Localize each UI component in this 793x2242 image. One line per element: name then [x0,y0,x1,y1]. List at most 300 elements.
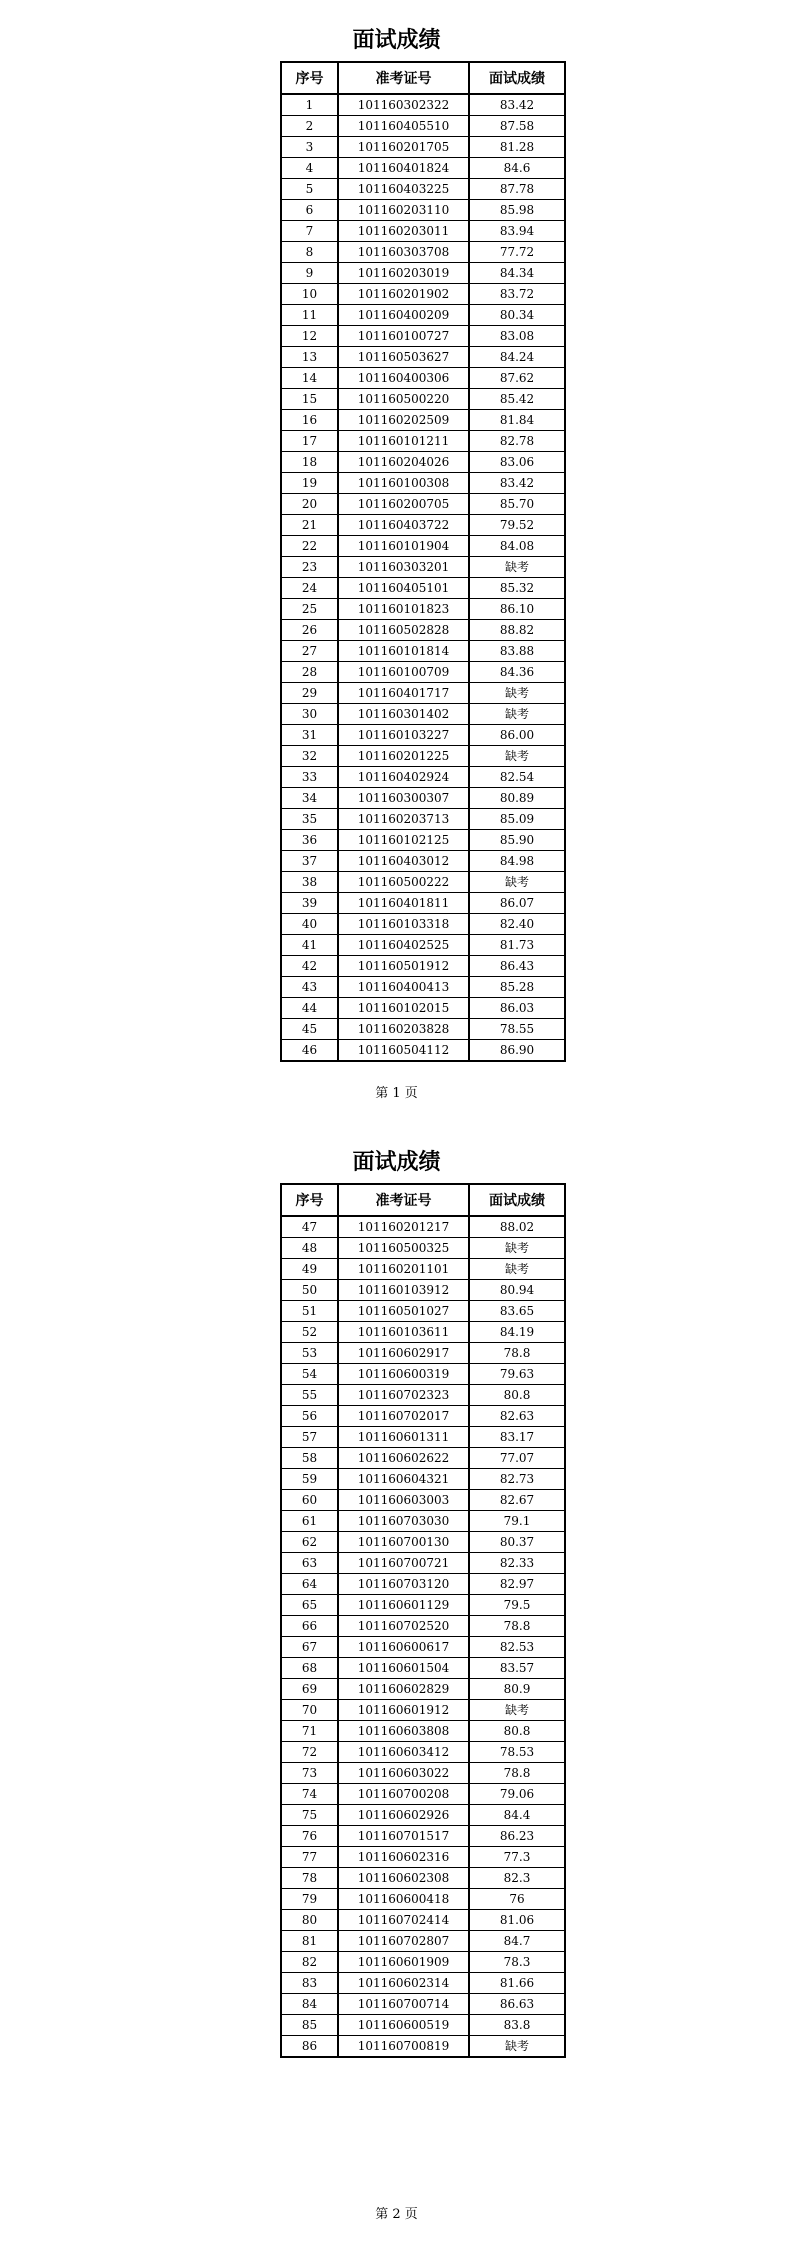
row-index: 48 [281,1238,338,1259]
row-interview-score: 缺考 [469,2036,565,2058]
table-row [281,263,565,284]
row-interview-score: 85.70 [469,494,565,515]
row-index: 45 [281,1019,338,1040]
row-exam-number: 101160203110 [338,200,469,221]
table-row [281,1826,565,1847]
row-index: 7 [281,221,338,242]
row-exam-number: 101160400413 [338,977,469,998]
row-interview-score: 86.43 [469,956,565,977]
table-row [281,1721,565,1742]
row-exam-number: 101160303708 [338,242,469,263]
row-interview-score: 87.58 [469,116,565,137]
row-index: 82 [281,1952,338,1973]
row-exam-number: 101160405101 [338,578,469,599]
row-interview-score: 78.8 [469,1616,565,1637]
row-interview-score: 84.19 [469,1322,565,1343]
row-interview-score: 缺考 [469,1259,565,1280]
row-interview-score: 83.65 [469,1301,565,1322]
row-interview-score: 85.42 [469,389,565,410]
table-row [281,94,565,116]
row-index: 62 [281,1532,338,1553]
row-exam-number: 101160100308 [338,473,469,494]
table-row [281,1427,565,1448]
row-exam-number: 101160500220 [338,389,469,410]
table-row [281,1259,565,1280]
row-interview-score: 81.66 [469,1973,565,1994]
table-row [281,221,565,242]
page-2-footer: 第 2 页 [375,2207,418,2222]
row-exam-number: 101160501027 [338,1301,469,1322]
row-exam-number: 101160600617 [338,1637,469,1658]
row-exam-number: 101160503627 [338,347,469,368]
row-interview-score: 82.63 [469,1406,565,1427]
table-row [281,1805,565,1826]
row-interview-score: 82.53 [469,1637,565,1658]
row-interview-score: 80.94 [469,1280,565,1301]
row-index: 86 [281,2036,338,2058]
row-exam-number: 101160300307 [338,788,469,809]
row-index: 72 [281,1742,338,1763]
row-interview-score: 83.72 [469,284,565,305]
row-interview-score: 84.36 [469,662,565,683]
row-interview-score: 80.34 [469,305,565,326]
table-row [281,368,565,389]
table-row [281,599,565,620]
row-index: 17 [281,431,338,452]
row-interview-score: 84.98 [469,851,565,872]
page-2-score-table [280,1183,566,2058]
row-exam-number: 101160702807 [338,1931,469,1952]
row-interview-score: 77.72 [469,242,565,263]
table-row [281,1406,565,1427]
table-header-row [281,1184,565,1216]
table-row [281,158,565,179]
row-index: 50 [281,1280,338,1301]
row-exam-number: 101160700819 [338,2036,469,2058]
row-exam-number: 101160501912 [338,956,469,977]
row-index: 18 [281,452,338,473]
row-exam-number: 101160500325 [338,1238,469,1259]
table-row [281,1511,565,1532]
row-exam-number: 101160301402 [338,704,469,725]
row-interview-score: 86.03 [469,998,565,1019]
table-row [281,1595,565,1616]
row-interview-score: 82.40 [469,914,565,935]
row-interview-score: 87.78 [469,179,565,200]
row-interview-score: 86.23 [469,1826,565,1847]
row-exam-number: 101160703120 [338,1574,469,1595]
row-index: 74 [281,1784,338,1805]
row-index: 20 [281,494,338,515]
header-index: 序号 [281,1184,338,1216]
row-exam-number: 101160601504 [338,1658,469,1679]
row-interview-score: 84.6 [469,158,565,179]
table-row [281,1532,565,1553]
row-index: 33 [281,767,338,788]
row-interview-score: 86.00 [469,725,565,746]
row-index: 68 [281,1658,338,1679]
table-row [281,1019,565,1040]
table-row [281,830,565,851]
row-index: 43 [281,977,338,998]
row-index: 57 [281,1427,338,1448]
row-interview-score: 缺考 [469,683,565,704]
table-row [281,2036,565,2058]
row-interview-score: 87.62 [469,368,565,389]
row-exam-number: 101160702414 [338,1910,469,1931]
row-interview-score: 86.10 [469,599,565,620]
table-row [281,116,565,137]
header-exam-number: 准考证号 [338,62,469,94]
row-exam-number: 101160603003 [338,1490,469,1511]
row-index: 15 [281,389,338,410]
table-row [281,1301,565,1322]
row-exam-number: 101160401717 [338,683,469,704]
row-interview-score: 80.9 [469,1679,565,1700]
row-index: 70 [281,1700,338,1721]
row-interview-score: 83.17 [469,1427,565,1448]
row-index: 44 [281,998,338,1019]
table-row [281,494,565,515]
row-exam-number: 101160403012 [338,851,469,872]
row-exam-number: 101160700208 [338,1784,469,1805]
row-exam-number: 101160200705 [338,494,469,515]
row-exam-number: 101160703030 [338,1511,469,1532]
table-row [281,473,565,494]
row-exam-number: 101160203011 [338,221,469,242]
row-exam-number: 101160701517 [338,1826,469,1847]
table-row [281,389,565,410]
row-index: 31 [281,725,338,746]
row-index: 35 [281,809,338,830]
row-interview-score: 80.89 [469,788,565,809]
row-interview-score: 81.06 [469,1910,565,1931]
row-interview-score: 88.82 [469,620,565,641]
row-exam-number: 101160702017 [338,1406,469,1427]
row-index: 11 [281,305,338,326]
row-index: 4 [281,158,338,179]
row-exam-number: 101160600519 [338,2015,469,2036]
row-index: 34 [281,788,338,809]
row-interview-score: 82.78 [469,431,565,452]
row-index: 2 [281,116,338,137]
row-exam-number: 101160203828 [338,1019,469,1040]
row-exam-number: 101160101904 [338,536,469,557]
row-index: 83 [281,1973,338,1994]
row-exam-number: 101160702520 [338,1616,469,1637]
row-index: 22 [281,536,338,557]
table-row [281,1448,565,1469]
row-index: 19 [281,473,338,494]
row-interview-score: 83.88 [469,641,565,662]
row-exam-number: 101160401824 [338,158,469,179]
row-index: 81 [281,1931,338,1952]
table-row [281,1889,565,1910]
row-index: 12 [281,326,338,347]
row-index: 27 [281,641,338,662]
row-interview-score: 78.8 [469,1343,565,1364]
row-exam-number: 101160604321 [338,1469,469,1490]
row-exam-number: 101160600319 [338,1364,469,1385]
table-row [281,956,565,977]
row-exam-number: 101160103227 [338,725,469,746]
row-exam-number: 101160201101 [338,1259,469,1280]
row-index: 52 [281,1322,338,1343]
table-row [281,620,565,641]
row-index: 65 [281,1595,338,1616]
header-index: 序号 [281,62,338,94]
row-interview-score: 83.08 [469,326,565,347]
row-index: 6 [281,200,338,221]
row-exam-number: 101160201902 [338,284,469,305]
header-interview-score: 面试成绩 [469,62,565,94]
row-exam-number: 101160101823 [338,599,469,620]
row-index: 42 [281,956,338,977]
row-interview-score: 84.4 [469,1805,565,1826]
row-index: 41 [281,935,338,956]
row-exam-number: 101160103912 [338,1280,469,1301]
row-index: 51 [281,1301,338,1322]
row-interview-score: 78.55 [469,1019,565,1040]
row-exam-number: 101160202509 [338,410,469,431]
row-index: 71 [281,1721,338,1742]
row-index: 55 [281,1385,338,1406]
row-exam-number: 101160201217 [338,1216,469,1238]
row-index: 75 [281,1805,338,1826]
row-index: 32 [281,746,338,767]
row-interview-score: 83.94 [469,221,565,242]
table-row [281,1931,565,1952]
row-index: 73 [281,1763,338,1784]
row-exam-number: 101160702323 [338,1385,469,1406]
table-row [281,347,565,368]
row-index: 67 [281,1637,338,1658]
row-interview-score: 82.3 [469,1868,565,1889]
table-row [281,179,565,200]
row-index: 64 [281,1574,338,1595]
row-exam-number: 101160603022 [338,1763,469,1784]
row-index: 69 [281,1679,338,1700]
table-row [281,977,565,998]
row-interview-score: 78.8 [469,1763,565,1784]
row-exam-number: 101160601909 [338,1952,469,1973]
table-row [281,305,565,326]
row-interview-score: 81.84 [469,410,565,431]
table-row [281,641,565,662]
row-exam-number: 101160401811 [338,893,469,914]
row-index: 53 [281,1343,338,1364]
table-header-row [281,62,565,94]
row-index: 85 [281,2015,338,2036]
table-row [281,788,565,809]
table-row [281,683,565,704]
table-row [281,1322,565,1343]
table-row [281,1763,565,1784]
row-exam-number: 101160603808 [338,1721,469,1742]
row-exam-number: 101160201225 [338,746,469,767]
header-interview-score: 面试成绩 [469,1184,565,1216]
row-interview-score: 缺考 [469,557,565,578]
row-interview-score: 78.53 [469,1742,565,1763]
table-row [281,809,565,830]
row-interview-score: 85.32 [469,578,565,599]
row-interview-score: 85.98 [469,200,565,221]
row-interview-score: 83.42 [469,94,565,116]
page-1-title: 面试成绩 [352,28,441,53]
row-interview-score: 85.28 [469,977,565,998]
row-index: 36 [281,830,338,851]
row-interview-score: 84.08 [469,536,565,557]
row-interview-score: 86.90 [469,1040,565,1062]
table-row [281,1469,565,1490]
row-index: 59 [281,1469,338,1490]
row-index: 38 [281,872,338,893]
row-interview-score: 80.8 [469,1721,565,1742]
table-row [281,1658,565,1679]
row-exam-number: 101160201705 [338,137,469,158]
row-index: 1 [281,94,338,116]
row-exam-number: 101160603412 [338,1742,469,1763]
table-row [281,746,565,767]
table-row [281,767,565,788]
row-exam-number: 101160700714 [338,1994,469,2015]
table-row [281,1742,565,1763]
table-row [281,893,565,914]
row-index: 21 [281,515,338,536]
row-interview-score: 缺考 [469,872,565,893]
row-index: 14 [281,368,338,389]
table-row [281,1385,565,1406]
row-index: 29 [281,683,338,704]
row-index: 40 [281,914,338,935]
row-index: 39 [281,893,338,914]
table-row [281,1490,565,1511]
row-interview-score: 82.97 [469,1574,565,1595]
row-exam-number: 101160602926 [338,1805,469,1826]
row-interview-score: 84.7 [469,1931,565,1952]
row-interview-score: 83.8 [469,2015,565,2036]
table-row [281,914,565,935]
row-interview-score: 83.42 [469,473,565,494]
row-interview-score: 83.06 [469,452,565,473]
row-index: 26 [281,620,338,641]
row-interview-score: 88.02 [469,1216,565,1238]
row-index: 80 [281,1910,338,1931]
row-index: 3 [281,137,338,158]
row-exam-number: 101160405510 [338,116,469,137]
table-row [281,557,565,578]
row-index: 56 [281,1406,338,1427]
row-index: 30 [281,704,338,725]
table-row [281,1868,565,1889]
table-row [281,1553,565,1574]
row-exam-number: 101160700130 [338,1532,469,1553]
row-index: 61 [281,1511,338,1532]
row-exam-number: 101160203713 [338,809,469,830]
table-row [281,200,565,221]
row-interview-score: 缺考 [469,1238,565,1259]
row-exam-number: 101160502828 [338,620,469,641]
row-interview-score: 81.28 [469,137,565,158]
table-row [281,1994,565,2015]
table-row [281,1637,565,1658]
row-index: 54 [281,1364,338,1385]
row-exam-number: 101160500222 [338,872,469,893]
page-1-score-table [280,61,566,1062]
table-row [281,452,565,473]
table-row [281,1343,565,1364]
row-interview-score: 84.24 [469,347,565,368]
row-exam-number: 101160602917 [338,1343,469,1364]
table-row [281,1679,565,1700]
table-row [281,662,565,683]
table-row [281,725,565,746]
row-index: 24 [281,578,338,599]
row-interview-score: 84.34 [469,263,565,284]
row-interview-score: 77.07 [469,1448,565,1469]
row-exam-number: 101160602829 [338,1679,469,1700]
table-row [281,326,565,347]
page-2-title: 面试成绩 [352,1150,441,1175]
row-exam-number: 101160103611 [338,1322,469,1343]
row-exam-number: 101160302322 [338,94,469,116]
page-1-footer: 第 1 页 [375,1086,418,1101]
row-interview-score: 79.5 [469,1595,565,1616]
table-row [281,1216,565,1238]
row-exam-number: 101160101814 [338,641,469,662]
row-index: 5 [281,179,338,200]
row-interview-score: 79.1 [469,1511,565,1532]
row-interview-score: 82.33 [469,1553,565,1574]
row-exam-number: 101160602622 [338,1448,469,1469]
row-exam-number: 101160102015 [338,998,469,1019]
row-interview-score: 86.07 [469,893,565,914]
table-row [281,935,565,956]
row-exam-number: 101160402924 [338,767,469,788]
row-interview-score: 81.73 [469,935,565,956]
row-interview-score: 80.8 [469,1385,565,1406]
row-exam-number: 101160504112 [338,1040,469,1062]
table-row [281,284,565,305]
row-index: 46 [281,1040,338,1062]
table-row [281,1847,565,1868]
table-row [281,515,565,536]
row-interview-score: 79.63 [469,1364,565,1385]
row-exam-number: 101160601311 [338,1427,469,1448]
row-interview-score: 82.54 [469,767,565,788]
row-exam-number: 101160204026 [338,452,469,473]
row-exam-number: 101160403225 [338,179,469,200]
row-interview-score: 缺考 [469,746,565,767]
row-exam-number: 101160601912 [338,1700,469,1721]
row-exam-number: 101160600418 [338,1889,469,1910]
row-index: 16 [281,410,338,431]
row-interview-score: 缺考 [469,1700,565,1721]
table-row [281,1910,565,1931]
row-index: 49 [281,1259,338,1280]
row-exam-number: 101160700721 [338,1553,469,1574]
row-exam-number: 101160101211 [338,431,469,452]
row-index: 9 [281,263,338,284]
row-exam-number: 101160602316 [338,1847,469,1868]
row-index: 60 [281,1490,338,1511]
table-row [281,872,565,893]
table-row [281,1280,565,1301]
row-interview-score: 78.3 [469,1952,565,1973]
table-row [281,1574,565,1595]
row-interview-score: 82.73 [469,1469,565,1490]
row-exam-number: 101160601129 [338,1595,469,1616]
